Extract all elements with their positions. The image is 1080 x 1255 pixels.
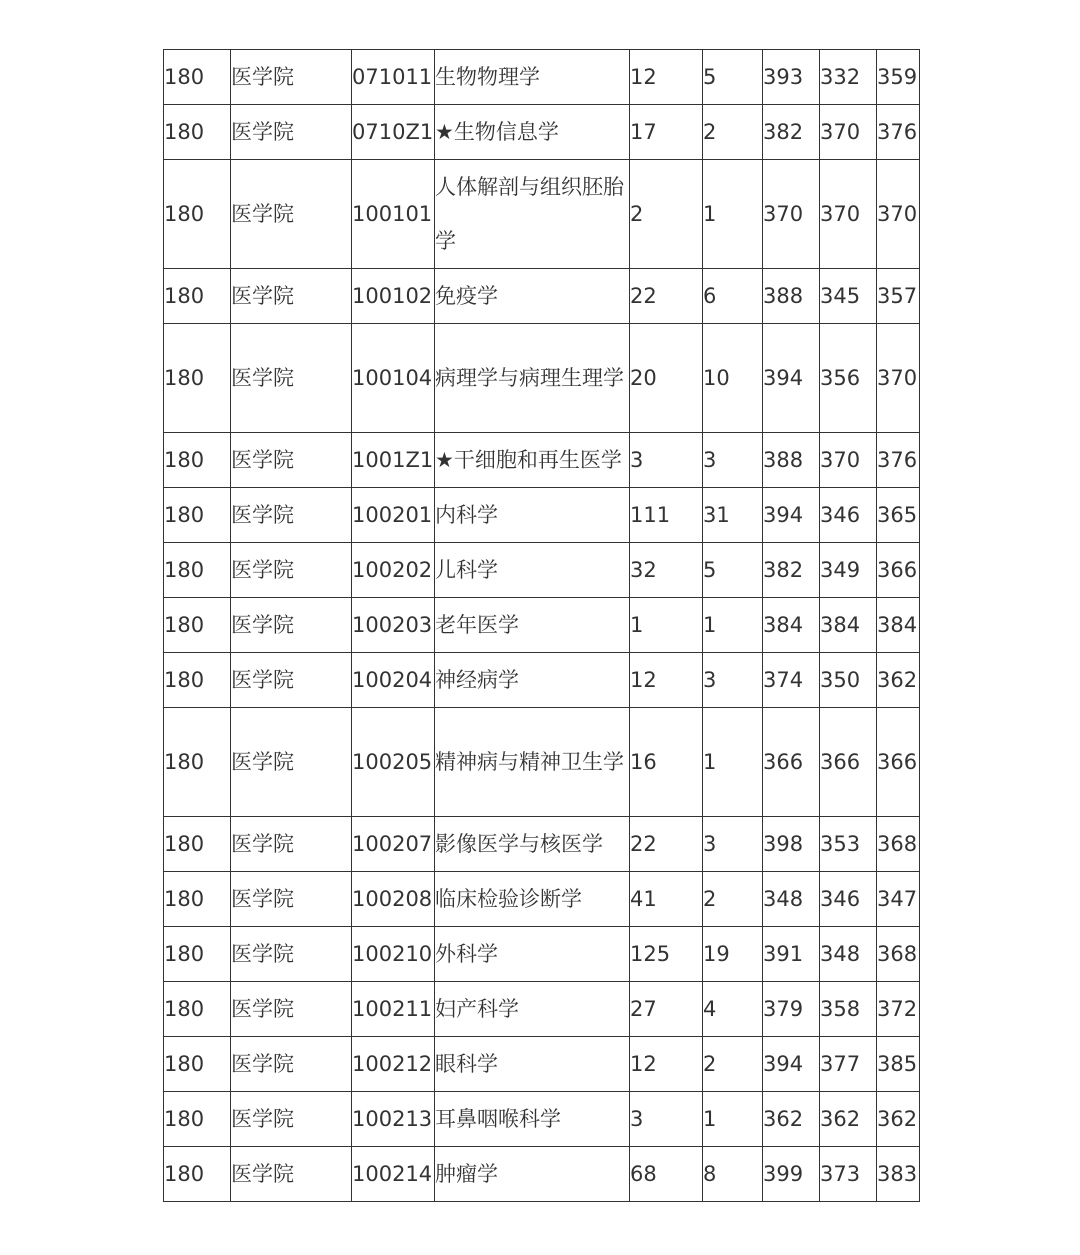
max-score-cell: 366 <box>763 708 820 817</box>
min-score-cell: 349 <box>820 543 877 598</box>
table-row <box>164 653 920 708</box>
table-row <box>164 1147 920 1202</box>
col6-cell: 2 <box>703 105 763 160</box>
college-name-cell: 医学院 <box>231 982 352 1037</box>
avg-score-cell: 365 <box>877 488 920 543</box>
table-row <box>164 1092 920 1147</box>
col5-cell: 22 <box>630 817 703 872</box>
major-code-cell: 100213 <box>352 1092 435 1147</box>
college-name-cell: 医学院 <box>231 324 352 433</box>
table-row <box>164 160 920 269</box>
col5-cell: 22 <box>630 269 703 324</box>
col6-cell: 8 <box>703 1147 763 1202</box>
col6-cell: 2 <box>703 872 763 927</box>
major-name-cell: 神经病学 <box>435 653 630 708</box>
avg-score-cell: 376 <box>877 105 920 160</box>
major-code-cell: 100104 <box>352 324 435 433</box>
major-name-cell: ★生物信息学 <box>435 105 630 160</box>
max-score-cell: 382 <box>763 105 820 160</box>
table-row <box>164 324 920 433</box>
major-name-cell: 临床检验诊断学 <box>435 872 630 927</box>
min-score-cell: 373 <box>820 1147 877 1202</box>
max-score-cell: 384 <box>763 598 820 653</box>
col6-cell: 31 <box>703 488 763 543</box>
college-name-cell: 医学院 <box>231 488 352 543</box>
major-name-cell: 老年医学 <box>435 598 630 653</box>
max-score-cell: 388 <box>763 433 820 488</box>
major-code-cell: 100102 <box>352 269 435 324</box>
table-body <box>164 50 920 1202</box>
max-score-cell: 394 <box>763 324 820 433</box>
col5-cell: 12 <box>630 653 703 708</box>
college-name-cell: 医学院 <box>231 653 352 708</box>
college-code-cell: 180 <box>164 50 231 105</box>
college-name-cell: 医学院 <box>231 927 352 982</box>
avg-score-cell: 347 <box>877 872 920 927</box>
avg-score-cell: 362 <box>877 653 920 708</box>
min-score-cell: 346 <box>820 488 877 543</box>
college-name-cell: 医学院 <box>231 1092 352 1147</box>
min-score-cell: 362 <box>820 1092 877 1147</box>
major-code-cell: 071011 <box>352 50 435 105</box>
major-code-cell: 100210 <box>352 927 435 982</box>
col5-cell: 12 <box>630 50 703 105</box>
college-name-cell: 医学院 <box>231 269 352 324</box>
col5-cell: 17 <box>630 105 703 160</box>
avg-score-cell: 376 <box>877 433 920 488</box>
avg-score-cell: 368 <box>877 817 920 872</box>
major-code-cell: 100212 <box>352 1037 435 1092</box>
col6-cell: 4 <box>703 982 763 1037</box>
col5-cell: 41 <box>630 872 703 927</box>
table-row <box>164 105 920 160</box>
major-name-cell: ★干细胞和再生医学 <box>435 433 630 488</box>
college-name-cell: 医学院 <box>231 105 352 160</box>
col5-cell: 3 <box>630 433 703 488</box>
major-name-cell: 影像医学与核医学 <box>435 817 630 872</box>
col6-cell: 3 <box>703 653 763 708</box>
col5-cell: 3 <box>630 1092 703 1147</box>
college-code-cell: 180 <box>164 927 231 982</box>
max-score-cell: 348 <box>763 872 820 927</box>
major-code-cell: 100205 <box>352 708 435 817</box>
col5-cell: 20 <box>630 324 703 433</box>
major-code-cell: 100214 <box>352 1147 435 1202</box>
college-name-cell: 医学院 <box>231 708 352 817</box>
major-name-cell: 免疫学 <box>435 269 630 324</box>
major-code-cell: 100201 <box>352 488 435 543</box>
major-name-cell: 肿瘤学 <box>435 1147 630 1202</box>
col5-cell: 125 <box>630 927 703 982</box>
college-name-cell: 医学院 <box>231 598 352 653</box>
college-code-cell: 180 <box>164 1092 231 1147</box>
major-code-cell: 100207 <box>352 817 435 872</box>
col6-cell: 5 <box>703 543 763 598</box>
avg-score-cell: 383 <box>877 1147 920 1202</box>
college-code-cell: 180 <box>164 982 231 1037</box>
min-score-cell: 384 <box>820 598 877 653</box>
col6-cell: 3 <box>703 817 763 872</box>
major-code-cell: 100203 <box>352 598 435 653</box>
max-score-cell: 374 <box>763 653 820 708</box>
col5-cell: 16 <box>630 708 703 817</box>
col5-cell: 68 <box>630 1147 703 1202</box>
min-score-cell: 370 <box>820 105 877 160</box>
table-row <box>164 982 920 1037</box>
major-name-cell: 耳鼻咽喉科学 <box>435 1092 630 1147</box>
col5-cell: 32 <box>630 543 703 598</box>
college-code-cell: 180 <box>164 708 231 817</box>
col6-cell: 1 <box>703 1092 763 1147</box>
min-score-cell: 358 <box>820 982 877 1037</box>
college-code-cell: 180 <box>164 433 231 488</box>
college-name-cell: 医学院 <box>231 433 352 488</box>
college-code-cell: 180 <box>164 269 231 324</box>
max-score-cell: 394 <box>763 488 820 543</box>
col6-cell: 2 <box>703 1037 763 1092</box>
max-score-cell: 388 <box>763 269 820 324</box>
min-score-cell: 370 <box>820 433 877 488</box>
major-name-cell: 妇产科学 <box>435 982 630 1037</box>
max-score-cell: 394 <box>763 1037 820 1092</box>
col6-cell: 5 <box>703 50 763 105</box>
major-name-cell: 人体解剖与组织胚胎学 <box>435 160 630 269</box>
college-name-cell: 医学院 <box>231 1147 352 1202</box>
table-row <box>164 433 920 488</box>
table-row <box>164 488 920 543</box>
major-name-cell: 眼科学 <box>435 1037 630 1092</box>
table-row <box>164 1037 920 1092</box>
min-score-cell: 356 <box>820 324 877 433</box>
min-score-cell: 345 <box>820 269 877 324</box>
min-score-cell: 350 <box>820 653 877 708</box>
col5-cell: 2 <box>630 160 703 269</box>
min-score-cell: 332 <box>820 50 877 105</box>
col6-cell: 10 <box>703 324 763 433</box>
avg-score-cell: 385 <box>877 1037 920 1092</box>
admission-score-table <box>163 49 920 1202</box>
table-row <box>164 872 920 927</box>
college-code-cell: 180 <box>164 598 231 653</box>
major-code-cell: 0710Z1 <box>352 105 435 160</box>
col5-cell: 27 <box>630 982 703 1037</box>
max-score-cell: 382 <box>763 543 820 598</box>
college-code-cell: 180 <box>164 488 231 543</box>
major-code-cell: 100101 <box>352 160 435 269</box>
table-row <box>164 269 920 324</box>
col5-cell: 1 <box>630 598 703 653</box>
col6-cell: 3 <box>703 433 763 488</box>
table-row <box>164 817 920 872</box>
min-score-cell: 370 <box>820 160 877 269</box>
college-code-cell: 180 <box>164 160 231 269</box>
table-row <box>164 543 920 598</box>
major-code-cell: 100211 <box>352 982 435 1037</box>
college-name-cell: 医学院 <box>231 543 352 598</box>
avg-score-cell: 362 <box>877 1092 920 1147</box>
max-score-cell: 399 <box>763 1147 820 1202</box>
major-code-cell: 1001Z1 <box>352 433 435 488</box>
col6-cell: 6 <box>703 269 763 324</box>
table-row <box>164 598 920 653</box>
college-code-cell: 180 <box>164 653 231 708</box>
avg-score-cell: 366 <box>877 543 920 598</box>
college-code-cell: 180 <box>164 324 231 433</box>
avg-score-cell: 368 <box>877 927 920 982</box>
max-score-cell: 398 <box>763 817 820 872</box>
avg-score-cell: 372 <box>877 982 920 1037</box>
table-row <box>164 708 920 817</box>
college-code-cell: 180 <box>164 817 231 872</box>
col6-cell: 1 <box>703 708 763 817</box>
college-name-cell: 医学院 <box>231 50 352 105</box>
college-code-cell: 180 <box>164 105 231 160</box>
college-code-cell: 180 <box>164 1037 231 1092</box>
col5-cell: 111 <box>630 488 703 543</box>
major-name-cell: 精神病与精神卫生学 <box>435 708 630 817</box>
major-code-cell: 100204 <box>352 653 435 708</box>
min-score-cell: 346 <box>820 872 877 927</box>
max-score-cell: 370 <box>763 160 820 269</box>
avg-score-cell: 370 <box>877 160 920 269</box>
table-row <box>164 927 920 982</box>
avg-score-cell: 384 <box>877 598 920 653</box>
college-code-cell: 180 <box>164 543 231 598</box>
major-name-cell: 内科学 <box>435 488 630 543</box>
table-row <box>164 50 920 105</box>
min-score-cell: 366 <box>820 708 877 817</box>
college-name-cell: 医学院 <box>231 1037 352 1092</box>
col6-cell: 1 <box>703 598 763 653</box>
avg-score-cell: 359 <box>877 50 920 105</box>
min-score-cell: 377 <box>820 1037 877 1092</box>
major-name-cell: 生物物理学 <box>435 50 630 105</box>
col5-cell: 12 <box>630 1037 703 1092</box>
college-name-cell: 医学院 <box>231 160 352 269</box>
major-name-cell: 儿科学 <box>435 543 630 598</box>
college-code-cell: 180 <box>164 872 231 927</box>
major-code-cell: 100208 <box>352 872 435 927</box>
max-score-cell: 379 <box>763 982 820 1037</box>
avg-score-cell: 366 <box>877 708 920 817</box>
major-name-cell: 外科学 <box>435 927 630 982</box>
min-score-cell: 348 <box>820 927 877 982</box>
college-name-cell: 医学院 <box>231 817 352 872</box>
max-score-cell: 391 <box>763 927 820 982</box>
major-code-cell: 100202 <box>352 543 435 598</box>
avg-score-cell: 370 <box>877 324 920 433</box>
col6-cell: 1 <box>703 160 763 269</box>
college-name-cell: 医学院 <box>231 872 352 927</box>
min-score-cell: 353 <box>820 817 877 872</box>
avg-score-cell: 357 <box>877 269 920 324</box>
col6-cell: 19 <box>703 927 763 982</box>
major-name-cell: 病理学与病理生理学 <box>435 324 630 433</box>
max-score-cell: 393 <box>763 50 820 105</box>
college-code-cell: 180 <box>164 1147 231 1202</box>
max-score-cell: 362 <box>763 1092 820 1147</box>
